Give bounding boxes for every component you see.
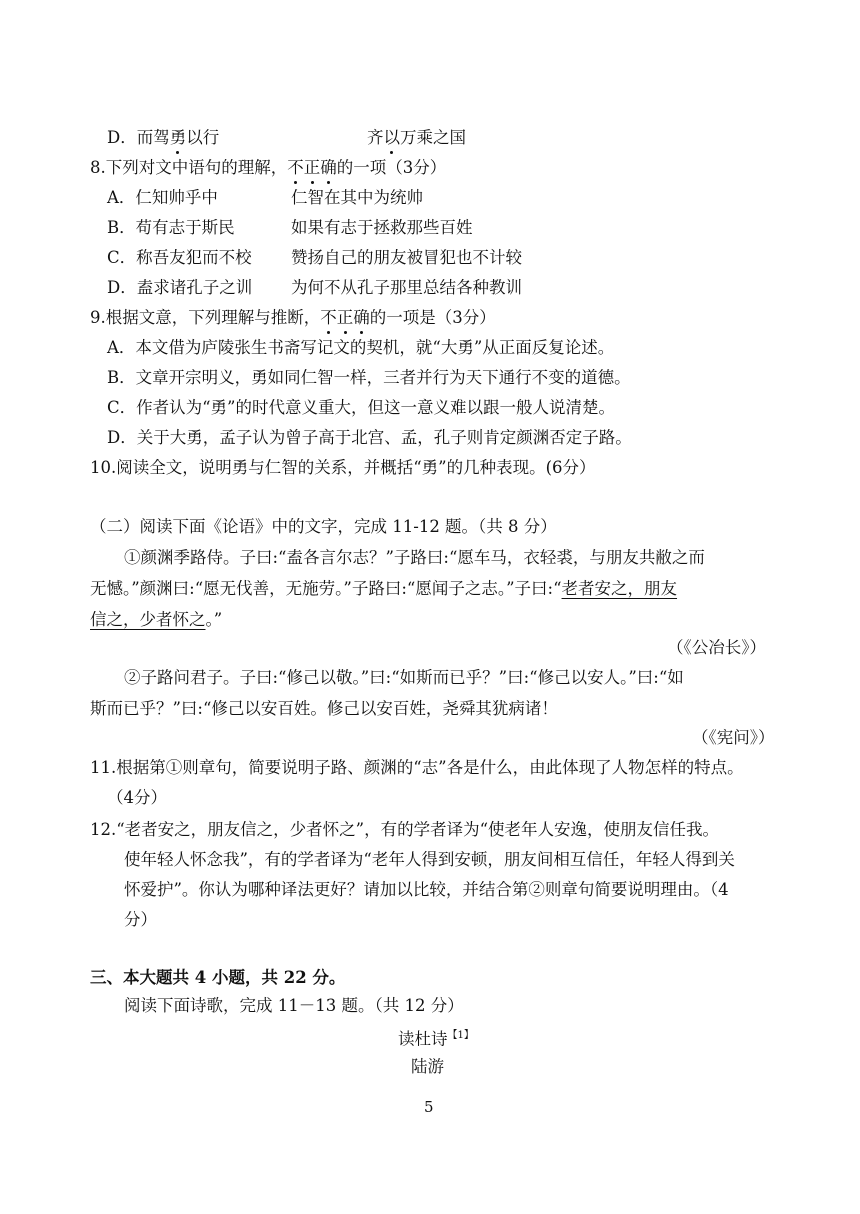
stem-text: 的一项是（3分）: [369, 308, 496, 327]
q12-stem-line-1: 12.“老者安之，朋友信之，少者怀之”，有的学者译为“使老年人安逸，使朋友信任我。: [90, 820, 720, 839]
option-text: 称吾友犯而不校: [136, 248, 252, 267]
option-text: 盍求诸孔子之训: [136, 278, 253, 297]
q9-stem: [90, 307, 496, 329]
emphasis-dot-char: 正: [336, 308, 354, 327]
option-text: 而驾: [136, 128, 170, 147]
q8-option-a-meaning: 仁智在其中为统帅: [291, 188, 423, 207]
q8-option-d: [107, 277, 252, 299]
emphasis-dot-char: 不: [287, 158, 304, 177]
section-2-heading: （二）阅读下面《论语》中的文字，完成 11-12 题。（共 8 分）: [90, 517, 557, 536]
q8-option-b: [107, 217, 235, 239]
poem-author: 陆游: [411, 1057, 444, 1076]
section-3-intro: 阅读下面诗歌，完成 11－13 题。（共 12 分）: [124, 996, 464, 1015]
option-label: D．: [107, 278, 137, 297]
source-xianwen: （《宪问》）: [692, 728, 775, 747]
option-label: A．: [107, 188, 136, 207]
lunyu-passage-2-line-2: 斯而已乎？”曰:“修己以安百姓。修己以安百姓，尧舜其犹病诸！: [90, 699, 558, 718]
option-text: 本文借为庐陵张生书斋写记文的契机，就“大勇”从正面反复论述。: [135, 338, 615, 357]
q11-stem-line-2: （4分）: [107, 788, 167, 807]
lunyu-passage-1-line-2: [90, 578, 677, 600]
option-text: 作者认为“勇”的时代意义重大，但这一意义难以跟一般人说清楚。: [136, 398, 615, 417]
emphasis-dot-char: 不: [320, 308, 337, 327]
q8-option-d-meaning: 为何不从孔子那里总结各种教训: [291, 278, 522, 297]
source-gongyechang: （《公冶长》）: [667, 638, 766, 657]
option-text: 仁知帅乎中: [135, 188, 218, 207]
q7-option-d-compare: [367, 127, 466, 149]
option-label: C．: [107, 398, 137, 417]
footnote-marker: 【1】: [447, 1030, 474, 1041]
option-text: 齐: [367, 128, 384, 147]
option-label: D．: [107, 128, 137, 147]
stem-text: 的一项（3分）: [336, 158, 447, 177]
q12-stem-line-3: 怀爱护”。你认为哪种译法更好？请加以比较，并结合第②则章句简要说明理由。（4: [124, 880, 729, 899]
option-label: D．: [107, 428, 137, 447]
q12-stem-line-4: 分）: [124, 910, 157, 929]
emphasis-dot-char: 以: [383, 128, 400, 147]
lunyu-passage-1-line-1: ①颜渊季路侍。子曰:“盍各言尔志？”子路曰:“愿车马，衣轻裘，与朋友共敝之而: [124, 548, 705, 567]
option-text: 万乘之国: [400, 128, 466, 147]
poem-title: [398, 1025, 474, 1051]
q9-option-d: [107, 427, 632, 449]
stem-text: 8.下列对文中语句的理解，: [90, 158, 288, 177]
option-label: A．: [107, 338, 136, 357]
underlined-sentence: 信之，少者怀之: [90, 610, 206, 629]
option-label: B．: [107, 368, 136, 387]
option-text: 以行: [186, 128, 220, 147]
poem-title-text: 读杜诗: [398, 1029, 448, 1049]
q8-option-c: [107, 247, 252, 269]
stem-text: 9.根据文意，下列理解与推断，: [90, 308, 321, 327]
passage-text: 。”: [205, 610, 223, 629]
passage-text: 无憾。”颜渊曰:“愿无伐善，无施劳。”子路曰:“愿闻子之志。”子曰:“: [90, 579, 562, 598]
option-text: 文章开宗明义，勇如同仁智一样，三者并行为天下通行不变的道德。: [135, 368, 631, 387]
q11-stem-line-1: 11.根据第①则章句，简要说明子路、颜渊的“志”各是什么，由此体现了人物怎样的特点。: [90, 758, 744, 777]
section-3-heading: 三、本大题共 4 小题，共 22 分。: [90, 968, 346, 987]
emphasis-dot-char: 确: [320, 158, 337, 177]
lunyu-passage-1-line-3: [90, 609, 222, 631]
q9-option-b: [107, 367, 631, 389]
q9-option-c: [107, 397, 615, 419]
q9-option-a: [107, 337, 614, 359]
option-text: 苟有志于斯民: [135, 218, 235, 237]
option-label: B．: [107, 218, 136, 237]
option-text: 关于大勇，孟子认为曾子高于北宫、孟，孔子则肯定颜渊否定子路。: [136, 428, 632, 447]
q8-option-a: [107, 187, 218, 209]
page-number: 5: [424, 1098, 434, 1116]
q12-stem-line-2: 使年轻人怀念我”，有的学者译为“老年人得到安顿，朋友间相互信任，年轻人得到关: [124, 850, 735, 869]
lunyu-passage-2-line-1: ②子路问君子。子曰:“修己以敬。”曰:“如斯而已乎？”曰:“修己以安人。”曰:“如: [124, 668, 684, 687]
underlined-sentence: 老者安之，朋友: [561, 579, 678, 598]
q8-option-b-meaning: 如果有志于拯救那些百姓: [291, 218, 473, 237]
emphasis-dot-char: 正: [303, 158, 321, 177]
q7-option-d: [107, 127, 219, 149]
q8-option-c-meaning: 赞扬自己的朋友被冒犯也不计较: [291, 248, 522, 267]
emphasis-dot-char: 勇: [169, 128, 187, 147]
option-label: C．: [107, 248, 137, 267]
q10-stem: 10.阅读全文，说明勇与仁智的关系，并概括“勇”的几种表现。(6分）: [90, 458, 596, 477]
emphasis-dot-char: 确: [353, 308, 370, 327]
q8-stem: [90, 157, 446, 179]
